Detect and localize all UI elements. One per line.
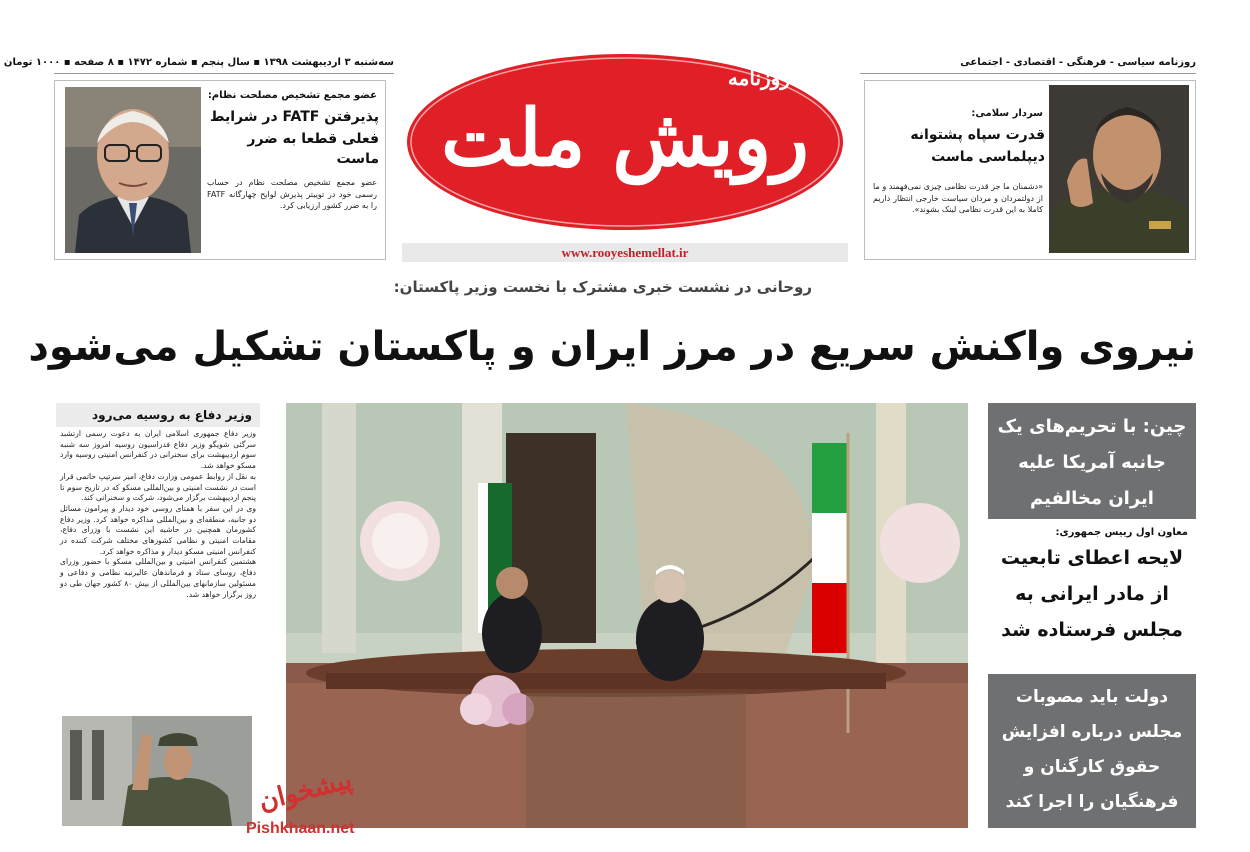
website-url[interactable]: www.rooyeshemellat.ir (561, 245, 689, 260)
lead-kicker: روحانی در نشست خبری مشترک با نخست وزیر پاکستان: (393, 278, 812, 296)
top-left-headline-2: فعلی قطعا به ضرر ماست (247, 131, 379, 167)
left-col-para-4: هشتمین کنفرانس امنیتی و بین‌المللی مسکو با حضور وزرای دفاع، روسای ستاد و فرماندهان عالیرتبه نظامی و دفاعی و مسئولین سازمانهای بین‌المللی از بیش ۸۰ کشور جهان طی دو روز برگزار خواهد شد. (60, 557, 256, 599)
paper-type-strip: روزنامه سیاسی - فرهنگی - اقتصادی - اجتماعی (960, 57, 1196, 68)
left-col-para-2: به نقل از روابط عمومی وزارت دفاع، امیر سرتیپ حاتمی قرار است در نشست امنیتی و بین‌المللی مسکو که در تاریخ سوم تا پنجم اردیبهشت برگزار می‌شود، شرکت و سخنرانی کند. (60, 471, 256, 503)
right-story-3 (988, 674, 1196, 828)
main-photo (286, 403, 968, 828)
portrait-illustration-2 (1049, 85, 1189, 253)
right-story-3-headline: دولت باید مصوبات مجلس درباره افزایش حقوق کارگنان و فرهنگیان را اجرا کند (1001, 687, 1183, 812)
lead-headline: نیروی واکنش سریع در مرز ایران و پاکستان تشکیل می‌شود (28, 324, 1196, 370)
logo-main-text: رویش ملت (441, 93, 809, 184)
website-bar (402, 243, 848, 262)
watermark-persian: پیشخوان (255, 764, 356, 818)
salami-photo (1049, 85, 1189, 253)
press-conference-illustration (286, 403, 968, 828)
top-right-story-box (864, 80, 1196, 260)
right-story-1-headline: چین: با تحریم‌های یک جانبه آمریکا علیه ایران مخالفیم (997, 416, 1187, 509)
rule-left (54, 73, 394, 74)
left-col-headline: وزیر دفاع به روسیه می‌رود (56, 403, 260, 427)
right-story-2-kicker: معاون اول رییس جمهوری: (1055, 527, 1188, 538)
masthead-logo (402, 46, 848, 242)
hatami-photo (62, 716, 252, 826)
top-left-body: عضو مجمع تشخیص مصلحت نظام در حساب رسمی خود در توییتر پذیرش لوایح چهارگانه FATF را به ضرر کشور ارزیابی کرد. (207, 178, 377, 210)
top-right-headline-1: قدرت سپاه پشتوانه (910, 127, 1045, 143)
date-issue-strip: سه‌شنبه ۳ اردیبهشت ۱۳۹۸ ▪ سال پنجم ▪ شماره ۱۴۷۲ ▪ ۸ صفحه ▪ ۱۰۰۰ تومان (3, 57, 394, 68)
top-right-headline-2: دیپلماسی ماست (931, 149, 1045, 165)
left-col-para-3: وی در این سفر با همتای روسی خود دیدار و پیرامون مسائل دو جانبه، منطقه‌ای و بین‌المللی مذاکره خواهد کرد. وزیر دفاع کشورمان همچنین در حاشیه این نشست با وزرای دفاع، مقامات امنیتی و نظامی کشورهای مختلف شرکت کننده در کنفرانس امنیتی مسکو دیدار و مذاکره خواهد کرد. (60, 503, 256, 556)
officer-illustration (62, 716, 252, 826)
top-left-story-box (54, 80, 386, 260)
top-right-body: «دشمنان ما جز قدرت نظامی چیزی نمی‌فهمند و ما از دولتمردان و مردان سیاست خارجی انتظار داریم کاملا به این قدرت نظامی لینک بشوند». (873, 182, 1043, 214)
right-story-2-headline: لایحه اعطای تابعیت از مادر ایرانی به مجلس فرستاده شد (1000, 547, 1184, 641)
top-right-kicker: سردار سلامی: (971, 108, 1043, 119)
right-story-1 (988, 403, 1196, 519)
left-column (56, 403, 260, 721)
rule-right (860, 73, 1196, 74)
top-left-kicker: عضو مجمع تشخیص مصلحت نظام: (207, 90, 377, 101)
left-col-para-1: وزیر دفاع جمهوری اسلامی ایران به دعوت رسمی ارتشبد سرگئی شویگو وزیر دفاع فدراسیون روسیه امروز سه شنبه سوم اردیبهشت برای سخنرانی در کنفرانس امنیتی روسیه وارد مسکو خواهد شد. (60, 429, 256, 471)
logo-small-text: روزنامه (727, 66, 790, 90)
ghalibaf-photo (65, 87, 201, 253)
top-left-headline-1: پذیرفتن FATF در شرایط (209, 109, 379, 125)
portrait-illustration (65, 87, 201, 253)
watermark-latin: Pishkhaan.net (246, 820, 355, 837)
right-story-2 (988, 522, 1196, 668)
